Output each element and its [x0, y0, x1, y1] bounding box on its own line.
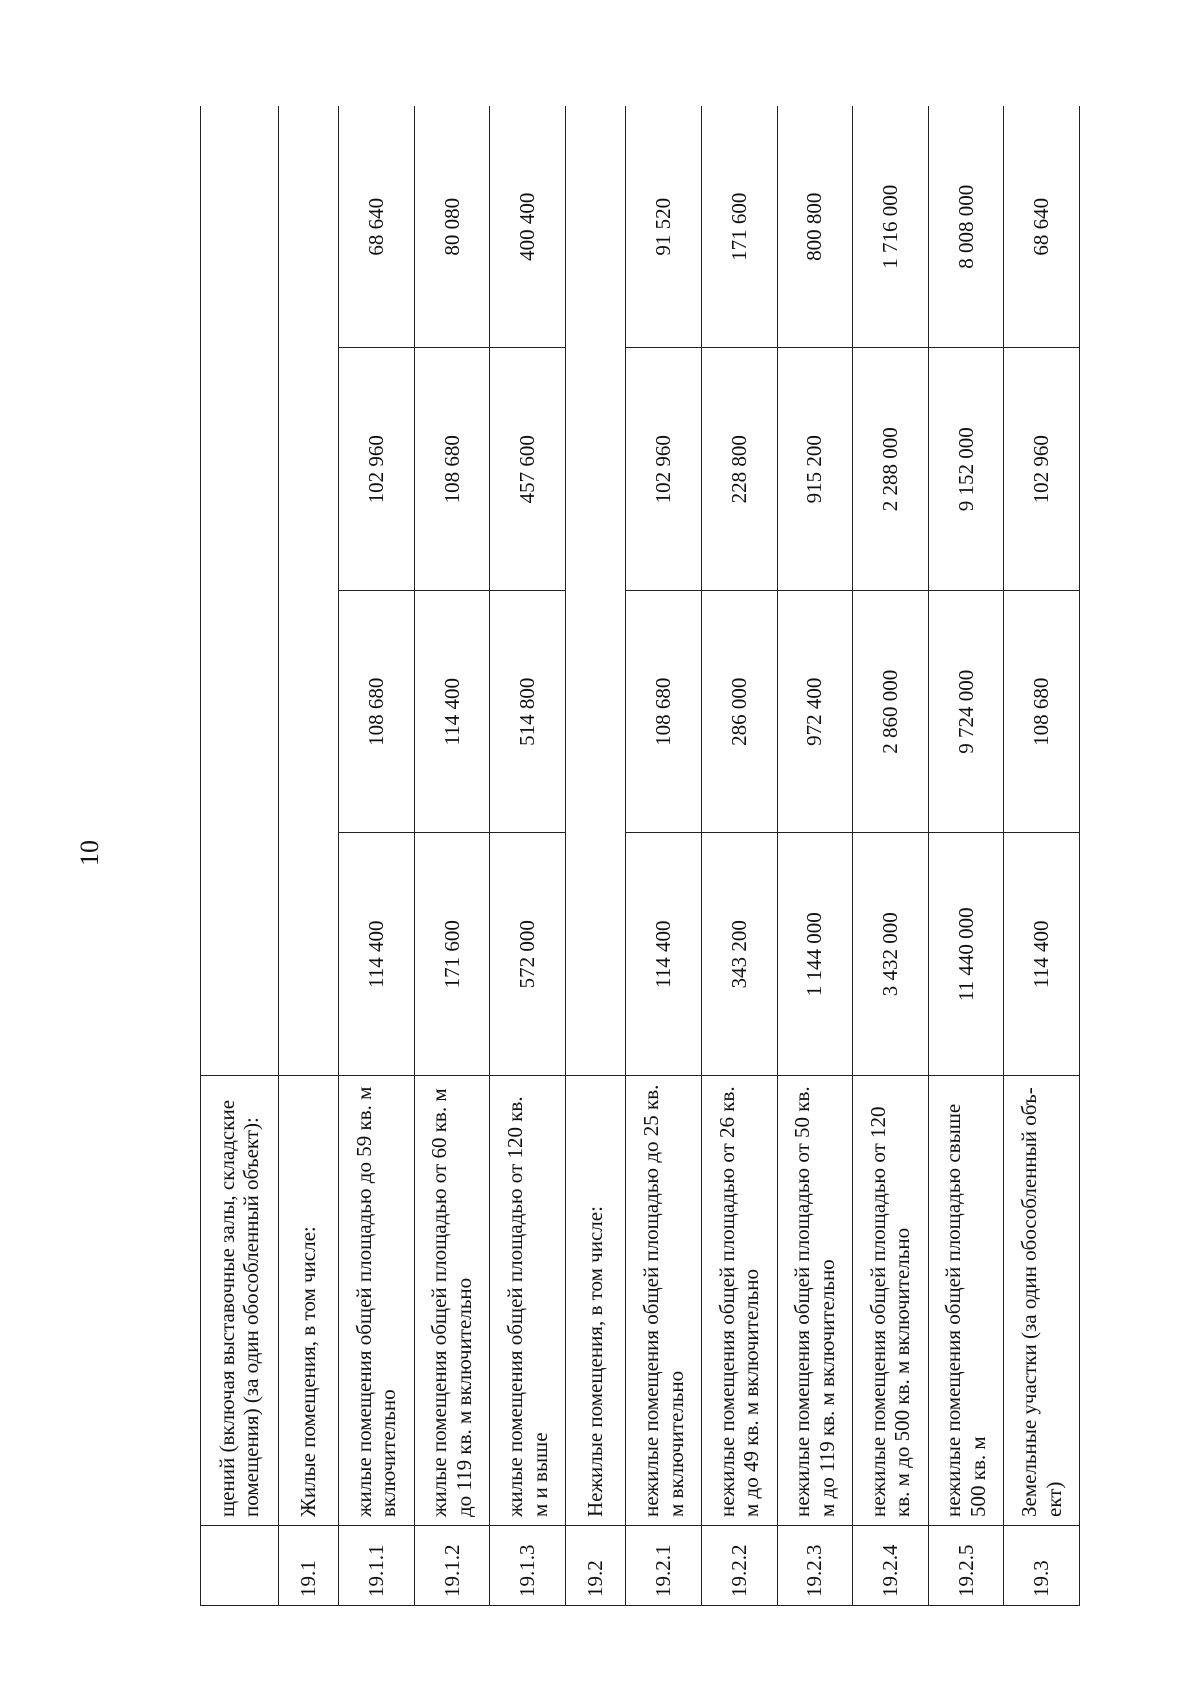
value-cell-3: 102 960: [626, 348, 702, 591]
row-description: Жилые помещения, в том числе:: [278, 1076, 338, 1526]
table-row: [201, 106, 279, 1606]
row-number: 19.2.2: [701, 1526, 777, 1606]
table-row: [701, 106, 777, 1606]
value-cell-3: 108 680: [414, 348, 490, 591]
value-cell-4: 68 640: [1004, 106, 1080, 348]
row-description: жилые помещения общей площадью от 120 кв. м и выше: [490, 1076, 566, 1526]
table-body: [201, 106, 1080, 1606]
row-number: 19.1.2: [414, 1526, 490, 1606]
value-cell-3: 228 800: [701, 348, 777, 591]
value-cell-1: 3 432 000: [853, 833, 929, 1076]
value-cell-2: 2 860 000: [853, 591, 929, 834]
row-number: 19.2.3: [777, 1526, 853, 1606]
row-number: 19.3: [1004, 1526, 1080, 1606]
value-cell-3: 2 288 000: [853, 348, 929, 591]
row-description: нежилые помещения общей площадью свыше 500 кв. м: [928, 1076, 1004, 1526]
row-description: Земельные участки (за один обособленный объ-ект): [1004, 1076, 1080, 1526]
row-number: 19.1: [278, 1526, 338, 1606]
value-cell-1: 171 600: [414, 833, 490, 1076]
value-cell-4: 91 520: [626, 106, 702, 348]
value-cell-1: 11 440 000: [928, 833, 1004, 1076]
table-row: [565, 106, 625, 1606]
row-number: [201, 1526, 279, 1606]
value-cell-4: 8 008 000: [928, 106, 1004, 348]
row-description: нежилые помещения общей площадью от 50 кв. м до 119 кв. м включительно: [777, 1076, 853, 1526]
value-cell-2: 114 400: [414, 591, 490, 834]
row-description: Нежилые помещения, в том числе:: [565, 1076, 625, 1526]
value-cell-1: 114 400: [626, 833, 702, 1076]
row-number: 19.2.5: [928, 1526, 1004, 1606]
empty-value-span: [565, 106, 625, 1076]
table-row: [339, 106, 415, 1606]
table-row: [853, 106, 929, 1606]
row-number: 19.1.3: [490, 1526, 566, 1606]
value-cell-2: 108 680: [339, 591, 415, 834]
value-cell-4: 1 716 000: [853, 106, 929, 348]
value-cell-4: 80 080: [414, 106, 490, 348]
row-description: жилые помещения общей площадью до 59 кв. м включительно: [339, 1076, 415, 1526]
table-row: [1004, 106, 1080, 1606]
value-cell-2: 108 680: [1004, 591, 1080, 834]
row-description: жилые помещения общей площадью от 60 кв. м до 119 кв. м включительно: [414, 1076, 490, 1526]
row-number: 19.2.4: [853, 1526, 929, 1606]
value-cell-1: 114 400: [1004, 833, 1080, 1076]
row-number: 19.2: [565, 1526, 625, 1606]
row-description: нежилые помещения общей площадью от 26 кв. м до 49 кв. м включительно: [701, 1076, 777, 1526]
value-cell-3: 457 600: [490, 348, 566, 591]
empty-value-span: [201, 106, 279, 1076]
table-row: [490, 106, 566, 1606]
value-cell-3: 102 960: [339, 348, 415, 591]
row-description: щений (включая выставочные залы, складские помещения) (за один обособленный объект):: [201, 1076, 279, 1526]
value-cell-4: 400 400: [490, 106, 566, 348]
value-cell-4: 800 800: [777, 106, 853, 348]
value-cell-1: 572 000: [490, 833, 566, 1076]
value-cell-2: 972 400: [777, 591, 853, 834]
empty-value-span: [278, 106, 338, 1076]
table-row: [414, 106, 490, 1606]
table-row: [777, 106, 853, 1606]
rotated-table-container: [200, 106, 1080, 1606]
row-description: нежилые помещения общей площадью от 120 кв. м до 500 кв. м включительно: [853, 1076, 929, 1526]
value-cell-4: 171 600: [701, 106, 777, 348]
value-cell-3: 915 200: [777, 348, 853, 591]
value-cell-4: 68 640: [339, 106, 415, 348]
row-description: нежилые помещения общей площадью до 25 кв. м включительно: [626, 1076, 702, 1526]
table-row: [928, 106, 1004, 1606]
value-cell-2: 108 680: [626, 591, 702, 834]
row-number: 19.1.1: [339, 1526, 415, 1606]
tariff-table: [200, 106, 1080, 1606]
value-cell-1: 1 144 000: [777, 833, 853, 1076]
table-row: [278, 106, 338, 1606]
value-cell-2: 9 724 000: [928, 591, 1004, 834]
value-cell-2: 514 800: [490, 591, 566, 834]
page-number: 10: [75, 840, 104, 866]
value-cell-3: 102 960: [1004, 348, 1080, 591]
value-cell-1: 114 400: [339, 833, 415, 1076]
value-cell-1: 343 200: [701, 833, 777, 1076]
value-cell-2: 286 000: [701, 591, 777, 834]
row-number: 19.2.1: [626, 1526, 702, 1606]
value-cell-3: 9 152 000: [928, 348, 1004, 591]
table-row: [626, 106, 702, 1606]
